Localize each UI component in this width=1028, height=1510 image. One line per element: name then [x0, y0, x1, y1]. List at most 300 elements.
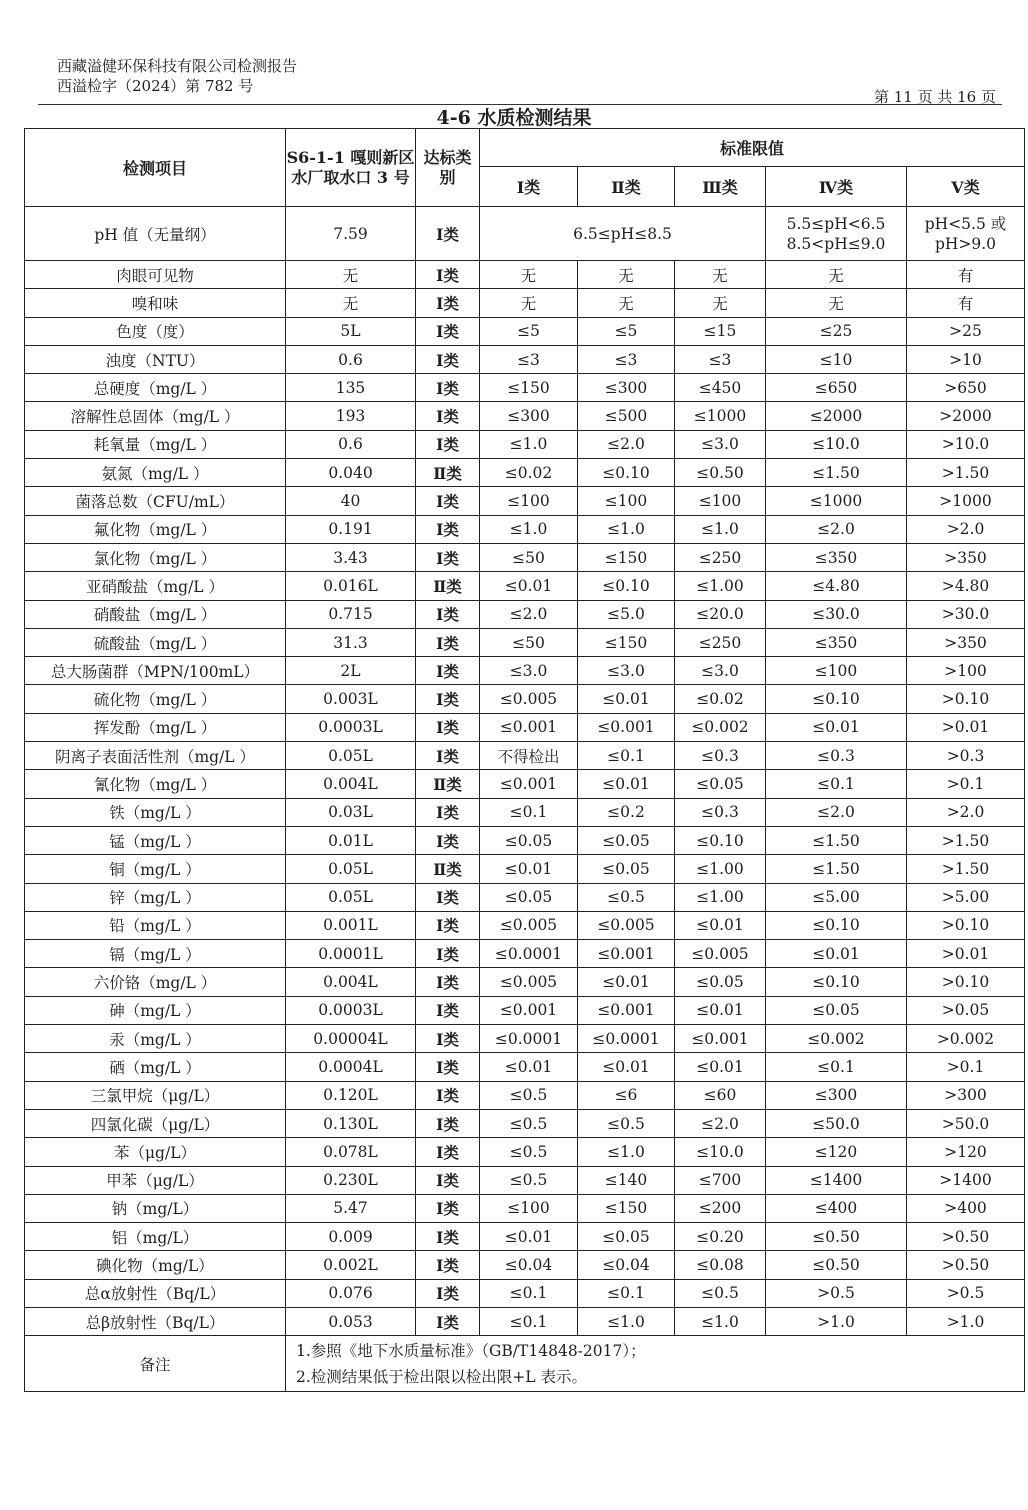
cell-std-3: ≤250: [675, 543, 766, 571]
cell-value: 0.05L: [286, 883, 416, 911]
cell-item: 氰化物（mg/L ）: [25, 770, 286, 798]
cell-value: 0.6: [286, 430, 416, 458]
cell-value: 0.120L: [286, 1081, 416, 1109]
cell-std-2: ≤0.01: [578, 968, 675, 996]
table-row: [25, 1279, 1025, 1307]
cell-value: 0.6: [286, 345, 416, 373]
cell-std-5: >0.1: [907, 1053, 1025, 1081]
cell-value: 0.016L: [286, 572, 416, 600]
table-row: [25, 940, 1025, 968]
cell-std-3: ≤0.01: [675, 911, 766, 939]
cell-item: 菌落总数（CFU/mL）: [25, 487, 286, 515]
cell-std-4: ≤0.50: [766, 1223, 907, 1251]
cell-std-3: ≤0.5: [675, 1279, 766, 1307]
cell-std-2: ≤0.01: [578, 770, 675, 798]
cell-std-3: ≤250: [675, 628, 766, 656]
cell-std-1: ≤50: [480, 628, 578, 656]
cell-class: Ⅰ类: [416, 1081, 480, 1109]
cell-std-1: ≤100: [480, 1194, 578, 1222]
cell-value: 40: [286, 487, 416, 515]
cell-std-2: ≤0.5: [578, 1109, 675, 1137]
remarks-row: [25, 1336, 1025, 1392]
table-row: [25, 1025, 1025, 1053]
cell-std-1: ≤5: [480, 317, 578, 345]
cell-value: 无: [286, 261, 416, 289]
cell-std-4: ≤10: [766, 345, 907, 373]
table-row: [25, 1053, 1025, 1081]
cell-std-1: ≤0.02: [480, 459, 578, 487]
cell-class: Ⅰ类: [416, 515, 480, 543]
cell-value: 0.076: [286, 1279, 416, 1307]
water-quality-table: [24, 128, 1025, 1392]
cell-std-1: 不得检出: [480, 742, 578, 770]
cell-std-3: ≤0.20: [675, 1223, 766, 1251]
cell-std-5: >10: [907, 345, 1025, 373]
cell-std-5: >0.5: [907, 1279, 1025, 1307]
cell-std-5: >1.50: [907, 855, 1025, 883]
cell-std-1: ≤0.04: [480, 1251, 578, 1279]
cell-item: 耗氧量（mg/L ）: [25, 430, 286, 458]
cell-class: Ⅰ类: [416, 374, 480, 402]
cell-item: 总硬度（mg/L ）: [25, 374, 286, 402]
cell-class: Ⅰ类: [416, 600, 480, 628]
cell-value: 5.47: [286, 1194, 416, 1222]
col-header-sample: S6-1-1 嘎则新区水厂取水口 3 号: [286, 129, 416, 207]
cell-value: 0.05L: [286, 855, 416, 883]
cell-item: 亚硝酸盐（mg/L ）: [25, 572, 286, 600]
cell-std-5: pH<5.5 或 pH>9.0: [907, 207, 1025, 261]
cell-std-4: ≤0.01: [766, 940, 907, 968]
cell-item: 锌（mg/L ）: [25, 883, 286, 911]
cell-class: Ⅰ类: [416, 1166, 480, 1194]
cell-class: Ⅰ类: [416, 628, 480, 656]
cell-value: 0.00004L: [286, 1025, 416, 1053]
cell-std-1: ≤0.1: [480, 1307, 578, 1335]
cell-std-1: ≤0.01: [480, 855, 578, 883]
cell-std-4: ≤25: [766, 317, 907, 345]
cell-item: 钠（mg/L）: [25, 1194, 286, 1222]
cell-std-4: ≤350: [766, 628, 907, 656]
cell-std-3: ≤0.08: [675, 1251, 766, 1279]
cell-class: Ⅰ类: [416, 685, 480, 713]
cell-std-2: ≤140: [578, 1166, 675, 1194]
cell-std-1: ≤0.001: [480, 770, 578, 798]
cell-std-5: >350: [907, 628, 1025, 656]
cell-std-1: ≤2.0: [480, 600, 578, 628]
cell-item: 砷（mg/L ）: [25, 996, 286, 1024]
cell-std-5: >1000: [907, 487, 1025, 515]
cell-std-5: >0.1: [907, 770, 1025, 798]
cell-std-4: ≤1.50: [766, 855, 907, 883]
cell-std-5: >0.01: [907, 940, 1025, 968]
cell-item: 四氯化碳（μg/L）: [25, 1109, 286, 1137]
table-row: [25, 1307, 1025, 1335]
cell-value: 无: [286, 289, 416, 317]
table-row: [25, 855, 1025, 883]
table-row: [25, 430, 1025, 458]
cell-class: Ⅰ类: [416, 487, 480, 515]
cell-value: 0.004L: [286, 770, 416, 798]
cell-std-3: ≤0.02: [675, 685, 766, 713]
cell-std-2: ≤0.2: [578, 798, 675, 826]
cell-value: 5L: [286, 317, 416, 345]
cell-std-4: 无: [766, 289, 907, 317]
cell-value: 0.040: [286, 459, 416, 487]
cell-std-3: ≤3.0: [675, 657, 766, 685]
cell-item: 铅（mg/L ）: [25, 911, 286, 939]
cell-item: 甲苯（μg/L）: [25, 1166, 286, 1194]
table-row: [25, 911, 1025, 939]
cell-std-2: ≤1.0: [578, 1307, 675, 1335]
cell-std-4: ≤2000: [766, 402, 907, 430]
cell-item: 氨氮（mg/L ）: [25, 459, 286, 487]
cell-value: 0.001L: [286, 911, 416, 939]
table-row: [25, 826, 1025, 854]
cell-std-5: >2.0: [907, 515, 1025, 543]
cell-item: 色度（度）: [25, 317, 286, 345]
table-row: [25, 1166, 1025, 1194]
col-header-standard: 标准限值: [480, 129, 1025, 167]
cell-std-3: ≤1.00: [675, 572, 766, 600]
cell-value: 0.03L: [286, 798, 416, 826]
table-row: [25, 402, 1025, 430]
cell-std-4: ≤4.80: [766, 572, 907, 600]
cell-std-4: ≤0.01: [766, 713, 907, 741]
cell-std-2: ≤0.005: [578, 911, 675, 939]
cell-std-3: ≤3.0: [675, 430, 766, 458]
cell-value: 7.59: [286, 207, 416, 261]
cell-item: 三氯甲烷（μg/L）: [25, 1081, 286, 1109]
cell-item: 硒（mg/L ）: [25, 1053, 286, 1081]
cell-class: Ⅰ类: [416, 1138, 480, 1166]
cell-value: 3.43: [286, 543, 416, 571]
cell-std-5: >1.50: [907, 826, 1025, 854]
cell-class: Ⅱ类: [416, 855, 480, 883]
cell-item: 浊度（NTU）: [25, 345, 286, 373]
cell-item: 溶解性总固体（mg/L ）: [25, 402, 286, 430]
cell-std-4: ≤0.10: [766, 911, 907, 939]
cell-std-3: ≤0.50: [675, 459, 766, 487]
cell-item: 碘化物（mg/L）: [25, 1251, 286, 1279]
cell-std-5: >650: [907, 374, 1025, 402]
cell-std-2: ≤0.001: [578, 940, 675, 968]
cell-std-3: ≤10.0: [675, 1138, 766, 1166]
std-class-1: Ⅰ类: [480, 167, 578, 207]
cell-std-5: >0.3: [907, 742, 1025, 770]
cell-std-4: >1.0: [766, 1307, 907, 1335]
cell-std-3: ≤20.0: [675, 600, 766, 628]
table-row: [25, 515, 1025, 543]
cell-std-1: ≤0.05: [480, 826, 578, 854]
cell-std-4: 无: [766, 261, 907, 289]
table-row: [25, 345, 1025, 373]
cell-std-1: ≤50: [480, 543, 578, 571]
std-class-2: Ⅱ类: [578, 167, 675, 207]
cell-class: Ⅰ类: [416, 345, 480, 373]
cell-std-5: 有: [907, 289, 1025, 317]
cell-std-4: ≤0.05: [766, 996, 907, 1024]
cell-item: 挥发酚（mg/L ）: [25, 713, 286, 741]
cell-class: Ⅰ类: [416, 883, 480, 911]
cell-std-3: ≤700: [675, 1166, 766, 1194]
table-row: [25, 713, 1025, 741]
cell-std-3: ≤0.05: [675, 968, 766, 996]
cell-std-2: ≤3.0: [578, 657, 675, 685]
table-row: [25, 1081, 1025, 1109]
cell-std-4: ≤10.0: [766, 430, 907, 458]
cell-std-2: ≤100: [578, 487, 675, 515]
cell-std-3: ≤1.0: [675, 515, 766, 543]
cell-std-5: >4.80: [907, 572, 1025, 600]
cell-std-1: ≤0.005: [480, 685, 578, 713]
cell-class: Ⅰ类: [416, 261, 480, 289]
cell-std-4: ≤650: [766, 374, 907, 402]
table-row: [25, 685, 1025, 713]
table-row-ph: [25, 207, 1025, 261]
cell-item: 肉眼可见物: [25, 261, 286, 289]
cell-std-5: >350: [907, 543, 1025, 571]
table-row: [25, 459, 1025, 487]
cell-std-2: ≤0.1: [578, 1279, 675, 1307]
cell-std-2: ≤6: [578, 1081, 675, 1109]
cell-class: Ⅰ类: [416, 826, 480, 854]
col-header-item: 检测项目: [25, 129, 286, 207]
cell-class: Ⅰ类: [416, 713, 480, 741]
cell-std-5: >0.50: [907, 1251, 1025, 1279]
table-row: [25, 628, 1025, 656]
cell-value: 0.053: [286, 1307, 416, 1335]
remark-line: 1.参照《地下水质量标准》（GB/T14848-2017）；: [296, 1341, 646, 1360]
cell-std-2: ≤0.1: [578, 742, 675, 770]
cell-std-5: >400: [907, 1194, 1025, 1222]
cell-class: Ⅰ类: [416, 1109, 480, 1137]
cell-class: Ⅰ类: [416, 742, 480, 770]
cell-std-4: ≤400: [766, 1194, 907, 1222]
table-row: [25, 543, 1025, 571]
cell-std-5: >2.0: [907, 798, 1025, 826]
cell-std-5: >0.002: [907, 1025, 1025, 1053]
cell-value: 2L: [286, 657, 416, 685]
cell-item: 铝（mg/L）: [25, 1223, 286, 1251]
cell-std-4: ≤5.00: [766, 883, 907, 911]
std-class-5: Ⅴ类: [907, 167, 1025, 207]
cell-std-1: ≤1.0: [480, 515, 578, 543]
cell-std-2: ≤0.04: [578, 1251, 675, 1279]
cell-class: Ⅰ类: [416, 1053, 480, 1081]
cell-item: 总大肠菌群（MPN/100mL）: [25, 657, 286, 685]
cell-std-2: ≤500: [578, 402, 675, 430]
cell-std-5: >25: [907, 317, 1025, 345]
cell-std-3: ≤15: [675, 317, 766, 345]
table-row: [25, 261, 1025, 289]
cell-value: 135: [286, 374, 416, 402]
cell-std-5: >0.10: [907, 968, 1025, 996]
cell-std-4: >0.5: [766, 1279, 907, 1307]
cell-class: Ⅰ类: [416, 317, 480, 345]
report-number: 西溢检字（2024）第 782 号: [57, 77, 254, 95]
cell-std-1: ≤150: [480, 374, 578, 402]
cell-std-5: >0.50: [907, 1223, 1025, 1251]
cell-value: 31.3: [286, 628, 416, 656]
cell-std-5: >1.0: [907, 1307, 1025, 1335]
cell-std-2: ≤5.0: [578, 600, 675, 628]
cell-std-3: 无: [675, 261, 766, 289]
cell-std-4: ≤350: [766, 543, 907, 571]
table-row: [25, 742, 1025, 770]
cell-std-1: ≤0.5: [480, 1138, 578, 1166]
cell-class: Ⅰ类: [416, 543, 480, 571]
cell-class: Ⅰ类: [416, 207, 480, 261]
cell-std-2: ≤5: [578, 317, 675, 345]
cell-std-3: ≤0.01: [675, 1053, 766, 1081]
cell-std-4: ≤30.0: [766, 600, 907, 628]
cell-std-1-3: 6.5≤pH≤8.5: [480, 207, 766, 261]
cell-std-5: >10.0: [907, 430, 1025, 458]
cell-class: Ⅰ类: [416, 996, 480, 1024]
std-class-4: Ⅳ类: [766, 167, 907, 207]
cell-std-1: ≤0.001: [480, 996, 578, 1024]
cell-class: Ⅰ类: [416, 430, 480, 458]
cell-std-1: 无: [480, 261, 578, 289]
cell-std-5: >50.0: [907, 1109, 1025, 1137]
cell-class: Ⅱ类: [416, 572, 480, 600]
cell-std-2: ≤0.05: [578, 855, 675, 883]
cell-item: 硝酸盐（mg/L ）: [25, 600, 286, 628]
cell-std-4: ≤50.0: [766, 1109, 907, 1137]
cell-std-3: ≤450: [675, 374, 766, 402]
cell-std-1: ≤3: [480, 345, 578, 373]
cell-item: 总α放射性（Bq/L）: [25, 1279, 286, 1307]
cell-std-5: >0.10: [907, 911, 1025, 939]
cell-std-4: ≤2.0: [766, 798, 907, 826]
cell-std-4: ≤0.1: [766, 770, 907, 798]
cell-class: Ⅰ类: [416, 1223, 480, 1251]
cell-std-2: ≤150: [578, 543, 675, 571]
cell-item: 硫化物（mg/L ）: [25, 685, 286, 713]
cell-std-5: >30.0: [907, 600, 1025, 628]
cell-std-1: ≤0.001: [480, 713, 578, 741]
cell-value: 193: [286, 402, 416, 430]
cell-std-5: 有: [907, 261, 1025, 289]
cell-value: 0.009: [286, 1223, 416, 1251]
table-row: [25, 1251, 1025, 1279]
cell-std-2: 无: [578, 289, 675, 317]
cell-std-4: ≤0.1: [766, 1053, 907, 1081]
cell-class: Ⅰ类: [416, 968, 480, 996]
cell-std-2: ≤0.05: [578, 826, 675, 854]
cell-std-1: ≤0.0001: [480, 940, 578, 968]
table-row: [25, 572, 1025, 600]
table-row: [25, 1194, 1025, 1222]
cell-class: Ⅱ类: [416, 770, 480, 798]
header-divider: [38, 104, 1002, 105]
cell-std-2: ≤0.10: [578, 572, 675, 600]
cell-item: 阴离子表面活性剂（mg/L ）: [25, 742, 286, 770]
cell-class: Ⅰ类: [416, 402, 480, 430]
cell-std-3: ≤0.001: [675, 1025, 766, 1053]
cell-std-4: ≤0.10: [766, 968, 907, 996]
cell-std-1: ≤0.1: [480, 1279, 578, 1307]
cell-std-3: ≤100: [675, 487, 766, 515]
cell-std-1: ≤0.005: [480, 968, 578, 996]
cell-value: 0.01L: [286, 826, 416, 854]
cell-value: 0.130L: [286, 1109, 416, 1137]
cell-std-2: ≤3: [578, 345, 675, 373]
cell-std-1: ≤100: [480, 487, 578, 515]
cell-std-5: >1.50: [907, 459, 1025, 487]
cell-value: 0.05L: [286, 742, 416, 770]
cell-std-4: ≤0.10: [766, 685, 907, 713]
cell-std-4: ≤2.0: [766, 515, 907, 543]
company-report-header: 西藏溢健环保科技有限公司检测报告: [57, 57, 298, 75]
cell-item: 氟化物（mg/L ）: [25, 515, 286, 543]
cell-class: Ⅰ类: [416, 1025, 480, 1053]
cell-std-4: ≤300: [766, 1081, 907, 1109]
cell-std-1: ≤0.1: [480, 798, 578, 826]
table-row: [25, 883, 1025, 911]
cell-value: 0.0003L: [286, 713, 416, 741]
cell-std-1: ≤1.0: [480, 430, 578, 458]
cell-item: 镉（mg/L ）: [25, 940, 286, 968]
table-row: [25, 968, 1025, 996]
cell-std-5: >0.01: [907, 713, 1025, 741]
cell-item: 嗅和味: [25, 289, 286, 317]
cell-std-2: ≤0.5: [578, 883, 675, 911]
cell-item: 氯化物（mg/L ）: [25, 543, 286, 571]
cell-item: 总β放射性（Bq/L）: [25, 1307, 286, 1335]
cell-item: 铁（mg/L ）: [25, 798, 286, 826]
cell-std-2: ≤0.01: [578, 685, 675, 713]
cell-std-1: ≤0.01: [480, 1053, 578, 1081]
cell-value: 0.0004L: [286, 1053, 416, 1081]
cell-std-3: ≤2.0: [675, 1109, 766, 1137]
cell-std-3: ≤1.00: [675, 855, 766, 883]
cell-std-5: >1400: [907, 1166, 1025, 1194]
cell-std-3: ≤1.00: [675, 883, 766, 911]
cell-std-2: 无: [578, 261, 675, 289]
cell-item: 苯（μg/L）: [25, 1138, 286, 1166]
cell-std-2: ≤0.10: [578, 459, 675, 487]
cell-std-4: 5.5≤pH<6.5 8.5<pH≤9.0: [766, 207, 907, 261]
cell-class: Ⅰ类: [416, 1279, 480, 1307]
cell-std-3: ≤1.0: [675, 1307, 766, 1335]
cell-std-3: ≤0.3: [675, 798, 766, 826]
table-row: [25, 600, 1025, 628]
table-row: [25, 770, 1025, 798]
cell-std-2: ≤300: [578, 374, 675, 402]
cell-std-2: ≤0.001: [578, 713, 675, 741]
cell-std-1: 无: [480, 289, 578, 317]
cell-std-5: >0.05: [907, 996, 1025, 1024]
page-indicator: 第 11 页 共 16 页: [873, 88, 996, 106]
cell-class: Ⅰ类: [416, 1194, 480, 1222]
cell-item: 汞（mg/L ）: [25, 1025, 286, 1053]
cell-std-2: ≤1.0: [578, 1138, 675, 1166]
cell-std-5: >0.10: [907, 685, 1025, 713]
cell-std-3: ≤0.005: [675, 940, 766, 968]
cell-value: 0.230L: [286, 1166, 416, 1194]
table-row: [25, 1138, 1025, 1166]
table-row: [25, 657, 1025, 685]
cell-std-2: ≤0.0001: [578, 1025, 675, 1053]
cell-std-4: ≤100: [766, 657, 907, 685]
cell-std-3: ≤3: [675, 345, 766, 373]
cell-value: 0.0001L: [286, 940, 416, 968]
section-title: 4-6 水质检测结果: [436, 107, 592, 129]
cell-std-4: ≤120: [766, 1138, 907, 1166]
cell-class: Ⅱ类: [416, 459, 480, 487]
cell-std-2: ≤1.0: [578, 515, 675, 543]
